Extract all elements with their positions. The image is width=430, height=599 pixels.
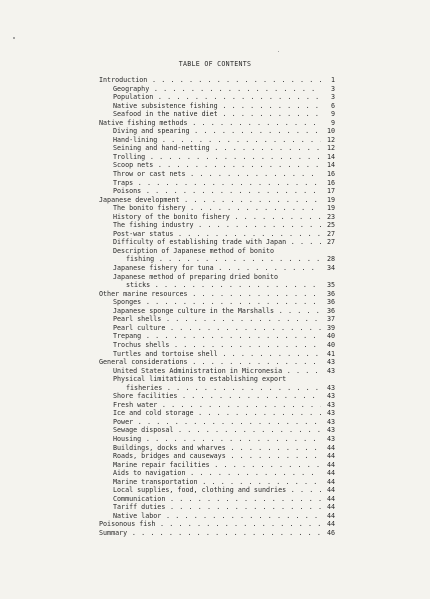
toc-entry	[99, 298, 335, 307]
toc-entry-label: Pearl culture . . .	[99, 324, 321, 333]
toc-entry-label: History of the bonito fishery . . .	[99, 213, 321, 222]
toc-entry	[99, 520, 335, 529]
toc-entry	[99, 358, 335, 367]
toc-entry-label: Difficulty of establishing trade with Japan . . .	[99, 238, 321, 247]
toc-entry-page: 43	[326, 392, 335, 401]
toc-entry-label: Diving and spearing . . .	[99, 127, 321, 136]
toc-entry-label: Hand-lining . . .	[99, 136, 321, 145]
toc-entry-label: Turtles and tortoise shell . . .	[99, 350, 321, 359]
toc-entry	[99, 204, 335, 213]
toc-entry-page: 36	[326, 298, 335, 307]
toc-entry-page: 44	[326, 486, 335, 495]
toc-entry	[99, 315, 335, 324]
toc-entry	[99, 418, 335, 427]
toc-entry-label: United States Administration in Micronesia . . .	[99, 367, 321, 376]
toc-entry-page: 25	[326, 221, 335, 230]
toc-entry-page: 36	[326, 306, 335, 315]
toc-entry	[99, 238, 335, 247]
toc-entry-label: Poisons . . .	[99, 187, 321, 196]
toc-entry	[99, 264, 335, 273]
toc-entry-page: 44	[326, 452, 335, 461]
toc-entry-page: 23	[326, 212, 335, 221]
toc-entry	[99, 461, 335, 470]
toc-entry	[99, 221, 335, 230]
toc-entry	[99, 110, 335, 119]
toc-entry	[99, 409, 335, 418]
toc-entry	[99, 384, 335, 393]
toc-entry-page: 44	[326, 494, 335, 503]
toc-entry-label: Scoop nets . . .	[99, 161, 321, 170]
toc-entry-page: 27	[326, 229, 335, 238]
toc-entry-label: Physical limitations to establishing export	[113, 375, 287, 384]
toc-entry	[99, 452, 335, 461]
table-of-contents	[99, 76, 335, 538]
toc-entry-label: Description of Japanese method of bonito	[113, 246, 275, 255]
toc-entry-label: Housing . . .	[99, 435, 321, 444]
toc-entry-page: 1	[330, 76, 335, 84]
toc-entry	[99, 503, 335, 512]
toc-entry-label: Marine transportation . . .	[99, 478, 321, 487]
toc-entry	[99, 529, 335, 538]
toc-entry	[99, 367, 335, 376]
toc-entry	[99, 495, 335, 504]
toc-entry-page: 12	[326, 135, 335, 144]
toc-entry-page: 14	[326, 152, 335, 161]
toc-entry	[99, 153, 335, 162]
toc-entry-page: 16	[326, 170, 335, 179]
scan-speck	[278, 51, 279, 52]
toc-entry-label: Japanese fishery for tuna . . .	[99, 264, 321, 273]
toc-entry	[99, 512, 335, 521]
toc-entry-page: 40	[326, 340, 335, 349]
toc-entry-page: 43	[326, 383, 335, 392]
toc-entry	[99, 350, 335, 359]
toc-entry	[99, 255, 335, 264]
toc-entry	[99, 469, 335, 478]
toc-entry	[99, 392, 335, 401]
toc-entry-label: Traps . . .	[99, 179, 321, 188]
toc-entry	[99, 444, 335, 453]
toc-entry-page: 28	[326, 255, 335, 264]
toc-entry	[99, 426, 335, 435]
toc-entry-page: 43	[326, 409, 335, 418]
toc-entry	[99, 247, 335, 256]
toc-entry-label: Sewage disposal . . .	[99, 426, 321, 435]
toc-entry	[99, 196, 335, 205]
toc-entry-page: 44	[326, 460, 335, 469]
toc-entry-label: Japanese sponge culture in the Marshalls . . .	[99, 307, 321, 316]
toc-entry-page: 44	[326, 511, 335, 520]
toc-entry-page: 43	[326, 400, 335, 409]
toc-entry-label: Summary . . .	[99, 529, 321, 538]
toc-entry-page: 16	[326, 178, 335, 187]
toc-entry-label: fisheries . . .	[99, 384, 321, 393]
toc-entry-page: 17	[326, 187, 335, 196]
toc-entry	[99, 230, 335, 239]
toc-entry-label: The fishing industry . . .	[99, 221, 321, 230]
toc-entry-label: Other marine resources . . .	[99, 290, 321, 299]
toc-entry-label: Japanese method of preparing dried bonito	[113, 272, 279, 281]
toc-entry-label: Seining and hand-netting . . .	[99, 144, 321, 153]
toc-entry-label: Poisonous fish . . .	[99, 520, 321, 529]
toc-entry	[99, 187, 335, 196]
toc-entry	[99, 213, 335, 222]
toc-entry-label: Local supplies, food, clothing and sundries . . .	[99, 486, 321, 495]
toc-entry	[99, 478, 335, 487]
toc-entry	[99, 332, 335, 341]
toc-entry	[99, 324, 335, 333]
toc-entry-page: 41	[326, 349, 335, 358]
toc-entry-label: Power . . .	[99, 418, 321, 427]
toc-entry	[99, 273, 335, 282]
toc-entry	[99, 144, 335, 153]
toc-entry	[99, 307, 335, 316]
toc-entry-label: fishing . . .	[99, 255, 321, 264]
toc-entry	[99, 102, 335, 111]
toc-entry-label: Aids to navigation . . .	[99, 469, 321, 478]
toc-entry	[99, 281, 335, 290]
toc-entry	[99, 179, 335, 188]
toc-entry-page: 44	[326, 443, 335, 452]
toc-entry-page: 40	[326, 332, 335, 341]
toc-entry	[99, 290, 335, 299]
toc-entry-label: Trepang . . .	[99, 332, 321, 341]
toc-entry-page: 9	[330, 110, 335, 119]
toc-entry-label: Roads, bridges and causeways . . .	[99, 452, 321, 461]
toc-entry-label: Geography . . .	[99, 85, 321, 94]
toc-entry-page: 44	[326, 477, 335, 486]
toc-entry-label: The bonito fishery . . .	[99, 204, 321, 213]
toc-entry-label: Ice and cold storage . . .	[99, 409, 321, 418]
toc-entry	[99, 170, 335, 179]
toc-entry-label: Fresh water . . .	[99, 401, 321, 410]
toc-entry	[99, 136, 335, 145]
toc-entry-page: 34	[326, 264, 335, 273]
toc-entry	[99, 93, 335, 102]
toc-entry-page: 43	[326, 366, 335, 375]
toc-entry-page: 39	[326, 323, 335, 332]
toc-entry-label: Native fishing methods . . .	[99, 119, 321, 128]
toc-entry-label: Throw or cast nets . . .	[99, 170, 321, 179]
toc-entry-page: 44	[326, 503, 335, 512]
toc-entry-label: Sponges . . .	[99, 298, 321, 307]
toc-entry-page: 35	[326, 281, 335, 290]
toc-entry	[99, 401, 335, 410]
toc-entry-page: 3	[330, 84, 335, 93]
toc-entry-label: General considerations . . .	[99, 358, 321, 367]
toc-entry	[99, 127, 335, 136]
toc-entry	[99, 375, 335, 384]
toc-entry-page: 44	[326, 469, 335, 478]
toc-entry-page: 43	[326, 434, 335, 443]
toc-entry-label: Communication . . .	[99, 495, 321, 504]
toc-entry-label: Japanese development . . .	[99, 196, 321, 205]
toc-entry-page: 44	[326, 520, 335, 529]
toc-entry-page: 10	[326, 127, 335, 136]
toc-title: TABLE OF CONTENTS	[178, 60, 252, 68]
toc-entry-page: 27	[326, 238, 335, 247]
toc-entry-page: 43	[326, 358, 335, 367]
toc-entry-label: Shore facilities . . .	[99, 392, 321, 401]
toc-entry-label: Population . . .	[99, 93, 321, 102]
toc-entry	[99, 486, 335, 495]
toc-entry-page: 3	[330, 93, 335, 102]
scan-speck	[13, 37, 15, 39]
toc-entry-page: 6	[330, 101, 335, 110]
toc-entry	[99, 85, 335, 94]
toc-entry-label: Native labor . . .	[99, 512, 321, 521]
toc-entry-label: Trolling . . .	[99, 153, 321, 162]
toc-entry	[99, 161, 335, 170]
toc-entry-page: 46	[326, 528, 335, 537]
toc-entry-page: 43	[326, 417, 335, 426]
toc-entry-label: Post-war status . . .	[99, 230, 321, 239]
toc-entry-page: 12	[326, 144, 335, 153]
toc-entry-page: 9	[330, 118, 335, 127]
toc-entry	[99, 341, 335, 350]
toc-entry-page: 19	[326, 204, 335, 213]
toc-entry-label: Marine repair facilities . . .	[99, 461, 321, 470]
toc-entry-label: Introduction . . .	[99, 76, 321, 85]
toc-entry-label: Trochus shells . . .	[99, 341, 321, 350]
toc-entry-page: 43	[326, 426, 335, 435]
toc-entry-page: 37	[326, 315, 335, 324]
toc-entry-page: 36	[326, 289, 335, 298]
toc-entry-label: Tariff duties . . .	[99, 503, 321, 512]
toc-entry	[99, 435, 335, 444]
toc-entry-label: Native subsistence fishing . . .	[99, 102, 321, 111]
toc-entry-label: Buildings, docks and wharves . . .	[99, 444, 321, 453]
toc-entry	[99, 76, 335, 85]
toc-entry-label: sticks . . .	[99, 281, 321, 290]
toc-entry	[99, 119, 335, 128]
toc-entry-label: Seafood in the native diet . . .	[99, 110, 321, 119]
toc-entry-page: 19	[326, 195, 335, 204]
toc-entry-label: Pearl shells . . .	[99, 315, 321, 324]
toc-entry-page: 14	[326, 161, 335, 170]
